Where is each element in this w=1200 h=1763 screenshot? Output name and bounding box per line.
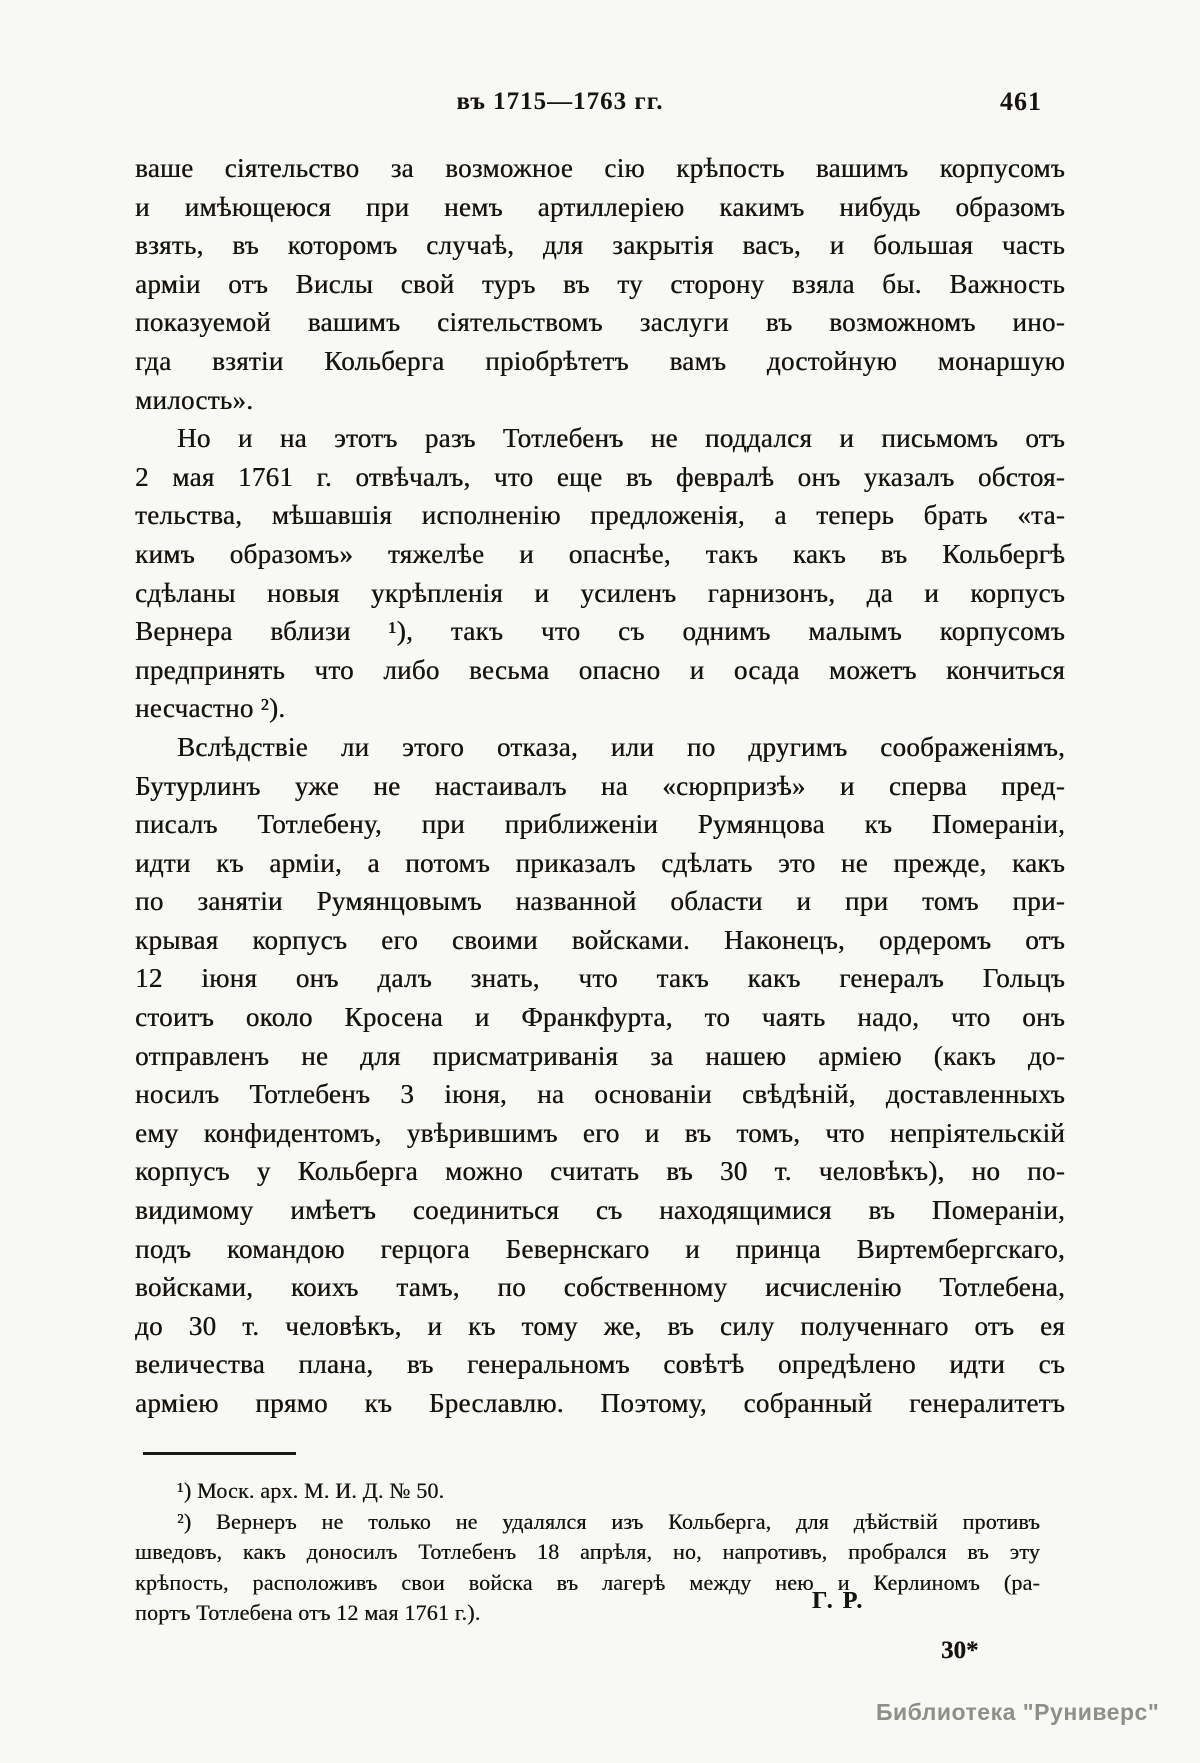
body-text-line: кимъ образомъ» тяжелѣе и опаснѣе, такъ какъ въ Кольбергѣ — [135, 538, 1065, 569]
author-initials: Г. Р. — [812, 1588, 865, 1614]
body-text-line: ему конфидентомъ, увѣрившимъ его и въ томъ, что непріятельскій — [135, 1117, 1065, 1148]
body-text-line: носилъ Тотлебенъ 3 іюня, на основаніи свѣдѣній, доставленныхъ — [135, 1079, 1065, 1110]
footnote-text-line: портъ Тотлебена отъ 12 мая 1761 г.). — [135, 1600, 481, 1626]
body-text-line: гда взятіи Кольберга пріобрѣтетъ вамъ достойную монаршую — [135, 345, 1065, 376]
page-number: 461 — [1000, 87, 1042, 116]
body-text-line: видимому имѣетъ соединиться съ находящимися въ Помераніи, — [135, 1195, 1065, 1226]
body-text-line: показуемой вашимъ сіятельствомъ заслуги въ возможномъ ино- — [135, 307, 1065, 338]
footnote-text-line: ¹) Моск. арх. М. И. Д. № 50. — [177, 1478, 445, 1503]
running-title: въ 1715—1763 гг. — [456, 88, 664, 115]
footnote-text-line: крѣпость, расположивъ свои войска въ лагерѣ между нею и Керлиномъ (ра- — [135, 1569, 1040, 1595]
body-text-line: несчастно ²). — [135, 693, 286, 724]
body-text-line: милость». — [135, 384, 254, 415]
footnote-separator-rule — [143, 1452, 296, 1455]
body-text-line: до 30 т. человѣкъ, и къ тому же, въ силу полученнаго отъ ея — [135, 1310, 1065, 1341]
body-text-line: 2 мая 1761 г. отвѣчалъ, что еще въ февралѣ онъ указалъ обстоя- — [135, 461, 1065, 492]
body-text-line: 12 іюня онъ далъ знать, что такъ какъ генералъ Гольцъ — [135, 963, 1065, 994]
body-text-line: крывая корпусъ его своими войсками. Наконецъ, ордеромъ отъ — [135, 924, 1065, 955]
body-text — [135, 149, 1065, 1423]
body-text-line: и имѣющеюся при немъ артиллеріею какимъ нибудь образомъ — [135, 191, 1065, 222]
body-text-line: Но и на этотъ разъ Тотлебенъ не поддался и письмомъ отъ — [177, 423, 1065, 454]
body-text-line: писалъ Тотлебену, при приближеніи Румянцова къ Помераніи, — [135, 809, 1065, 840]
footnote-text-line: шведовъ, какъ доносилъ Тотлебенъ 18 апрѣля, но, напротивъ, пробрался въ эту — [135, 1539, 1040, 1565]
body-text-line: Вслѣдствіе ли этого отказа, или по другимъ соображеніямъ, — [177, 731, 1065, 762]
body-text-line: Бутурлинъ уже не настаивалъ на «сюрпризѣ» и сперва пред- — [135, 770, 1065, 801]
printer-signature-mark: 30* — [941, 1637, 979, 1664]
body-text-line: предпринять что либо весьма опасно и осада можетъ кончиться — [135, 654, 1065, 685]
footnotes — [135, 1476, 1040, 1629]
body-text-line: войсками, коихъ тамъ, по собственному исчисленію Тотлебена, — [135, 1272, 1065, 1303]
body-text-line: сдѣланы новыя укрѣпленія и усиленъ гарнизонъ, да и корпусъ — [135, 577, 1065, 608]
body-text-line: корпусъ у Кольберга можно считать въ 30 т. человѣкъ), но по- — [135, 1156, 1065, 1187]
body-text-line: отправленъ не для присматриванія за нашею арміею (какъ до- — [135, 1040, 1065, 1071]
body-text-line: ваше сіятельство за возможное сію крѣпость вашимъ корпусомъ — [135, 153, 1065, 183]
body-text-line: по занятіи Румянцовымъ названной области и при томъ при- — [135, 886, 1065, 917]
body-text-line: Вернера вблизи ¹), такъ что съ однимъ малымъ корпусомъ — [135, 616, 1065, 647]
body-text-line: взять, въ которомъ случаѣ, для закрытія васъ, и большая часть — [135, 230, 1065, 261]
body-text-line: арміею прямо къ Бреславлю. Поэтому, собранный генералитетъ — [135, 1388, 1065, 1418]
footnote-text-line: ²) Вернеръ не только не удалялся изъ Кольберга, для дѣйствій противъ — [177, 1508, 1040, 1534]
body-text-line: идти къ арміи, а потомъ приказалъ сдѣлать это не прежде, какъ — [135, 847, 1065, 878]
body-text-line: тельства, мѣшавшія исполненію предложенія, а теперь брать «та- — [135, 500, 1065, 531]
body-text-line: стоитъ около Кросена и Франкфурта, то чаять надо, что онъ — [135, 1002, 1065, 1033]
body-text-line: арміи отъ Вислы свой туръ въ ту сторону взяла бы. Важность — [135, 268, 1065, 299]
body-text-line: величества плана, въ генеральномъ совѣтѣ опредѣлено идти съ — [135, 1349, 1065, 1380]
library-watermark: Библиотека "Руниверс" — [876, 1699, 1160, 1725]
body-text-line: подъ командою герцога Бевернскаго и принца Виртембергскаго, — [135, 1233, 1065, 1264]
